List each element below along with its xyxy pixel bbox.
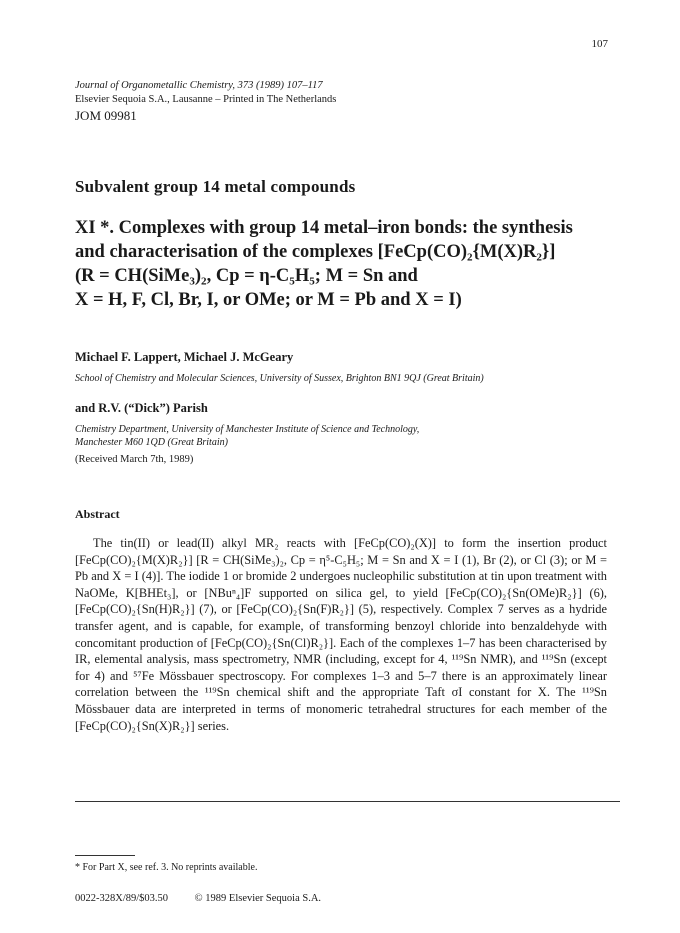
received-date: (Received March 7th, 1989) <box>75 454 194 465</box>
series-title: Subvalent group 14 metal compounds <box>75 177 356 196</box>
author-names-1: Michael F. Lappert, Michael J. McGeary <box>75 350 294 364</box>
affiliation-2 <box>75 423 620 449</box>
title-line-4: X = H, F, Cl, Br, I, or OMe; or M = Pb and X = I) <box>75 290 462 310</box>
journal-info <box>75 79 336 123</box>
issn-price: 0022-328X/89/$03.50 <box>75 893 169 904</box>
footnote: * For Part X, see ref. 3. No reprints available. <box>75 862 258 873</box>
jom-code: JOM 09981 <box>75 108 137 123</box>
author-block <box>75 350 620 465</box>
article-title <box>75 216 620 312</box>
affiliation-2-line-1: Chemistry Department, University of Manchester Institute of Science and Technology, <box>75 424 420 435</box>
title-line-1: XI *. Complexes with group 14 metal–iron bonds: the synthesis <box>75 218 573 238</box>
footnote-divider <box>75 855 135 856</box>
journal-citation: Journal of Organometallic Chemistry, 373 (1989) 107–117 <box>75 80 323 91</box>
title-line-2: and characterisation of the complexes [FeCp(CO)₂{M(X)R₂}] <box>75 242 556 262</box>
copyright-notice: © 1989 Elsevier Sequoia S.A. <box>194 893 322 904</box>
abstract-text: The tin(II) or lead(II) alkyl MR₂ reacts with [FeCp(CO)₂(X)] to form the insertion product [FeCp(CO)₂{M(X)R₂}] [R = CH(SiMe₃)₂, Cp = η⁵-C₅H₅; M = Sn and X = I (1), Br (2), or Cl (3); or M = Pb and X = I (4)]. The iodide 1 or bromide 2 undergoes nucleophilic substitution at tin upon treatment with NaOMe, K[BHEt₃], or [NBuⁿ₄]F supported on silica gel, to yield [FeCp(CO)₂{Sn(OMe)R₂}] (6), [FeCp(CO)₂{Sn(H)R₂}] (7), or [FeCp(CO)₂{Sn(F)R₂}] (5), respectively. Complex 7 serves as a hydride transfer agent, and is capable, for example, of transforming benzoyl chloride into benzaldehyde with concomitant production of [FeCp(CO)₂{Sn(Cl)R₂}]. Each of the complexes 1–7 has been characterised by IR, elemental analysis, mass spectrometry, NMR (including, except for 4, ¹¹⁹Sn NMR), and ¹¹⁹Sn (except for 4) and ⁵⁷Fe Mössbauer spectroscopy. For complexes 1–3 and 5–7 there is an approximately linear correlation between the ¹¹⁹Sn chemical shift and the appropriate Taft σI constant for X. The ¹¹⁹Sn Mössbauer data are interpreted in terms of monomeric tetrahedral structures for each member of the [FeCp(CO)₂{Sn(X)R₂}] series. <box>75 536 607 733</box>
author-names-2: and R.V. (“Dick”) Parish <box>75 401 208 415</box>
page-number: 107 <box>591 38 608 50</box>
abstract-heading: Abstract <box>75 507 120 521</box>
section-divider <box>75 801 620 802</box>
affiliation-1: School of Chemistry and Molecular Sciences, University of Sussex, Brighton BN1 9QJ (Great Britain) <box>75 373 484 384</box>
copyright-line <box>75 893 321 904</box>
publisher-line: Elsevier Sequoia S.A., Lausanne – Printed in The Netherlands <box>75 94 337 105</box>
title-line-3: (R = CH(SiMe₃)₂, Cp = η-C₅H₅; M = Sn and <box>75 266 418 286</box>
affiliation-2-line-2: Manchester M60 1QD (Great Britain) <box>75 437 228 448</box>
